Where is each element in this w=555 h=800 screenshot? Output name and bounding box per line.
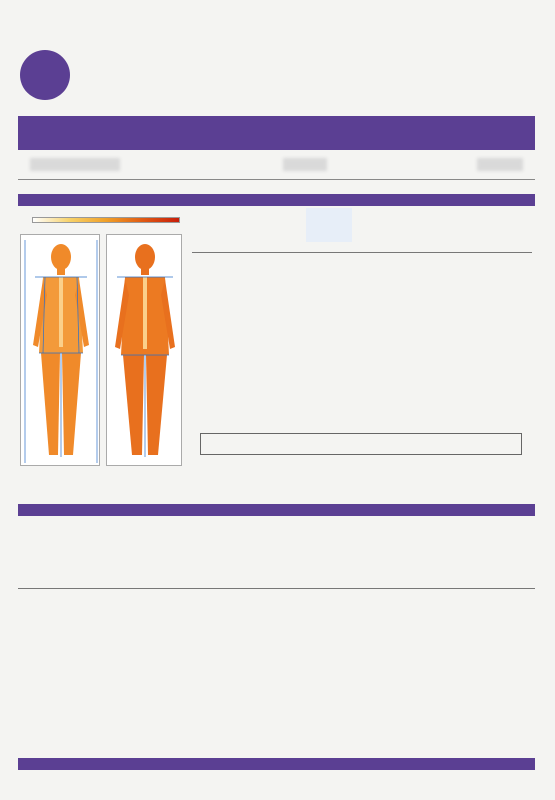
scan-image-2020 xyxy=(20,234,100,466)
col-client xyxy=(18,116,145,150)
history-table-body xyxy=(18,588,535,589)
bmi-bar xyxy=(200,433,522,455)
cell-ethnicity xyxy=(209,150,273,179)
col-weight xyxy=(401,116,465,150)
history-units xyxy=(18,576,535,587)
scan-image-2025 xyxy=(106,234,182,466)
color-coding-bar xyxy=(32,217,180,223)
segment-table-units xyxy=(192,242,532,253)
segment-table-header xyxy=(192,208,532,242)
cell-client xyxy=(18,150,145,179)
redacted-client xyxy=(30,158,120,171)
ge-logo xyxy=(20,50,70,100)
cell-sex xyxy=(145,150,209,179)
history-table-header xyxy=(18,518,535,588)
patient-table-header xyxy=(18,116,535,150)
cell-scanned xyxy=(465,150,535,179)
col-ethnicity xyxy=(209,116,273,150)
patient-table xyxy=(18,116,535,180)
cell-height xyxy=(337,150,401,179)
segment-table xyxy=(192,208,532,253)
chart-lean-mass xyxy=(366,628,536,746)
chart-svg-total xyxy=(16,628,186,726)
col-height xyxy=(337,116,401,150)
bmi-scale xyxy=(200,424,522,476)
cell-weight xyxy=(401,150,465,179)
chart-fat-mass xyxy=(194,628,364,746)
col-birthdate xyxy=(273,116,337,150)
bmi-bottom-ticks xyxy=(200,455,522,464)
redacted-birthdate xyxy=(283,158,327,171)
redacted-scanned xyxy=(477,158,523,171)
body-silhouette-2025 xyxy=(107,235,182,466)
history-table xyxy=(18,518,535,589)
recommendation-header xyxy=(18,758,535,770)
seg-col-total xyxy=(306,208,352,242)
chart-total-mass xyxy=(16,628,186,746)
body-silhouette-2020 xyxy=(21,235,100,466)
chart-svg-fat xyxy=(194,628,364,726)
bmi-top-ticks xyxy=(200,424,522,433)
patient-table-row xyxy=(18,150,535,180)
history-section-header xyxy=(18,504,535,516)
history-column-headers xyxy=(18,540,535,576)
col-scanned xyxy=(465,116,535,150)
chart-svg-lean xyxy=(366,628,536,726)
col-sex xyxy=(145,116,209,150)
cell-birthdate xyxy=(273,150,337,179)
segment-section-header xyxy=(18,194,535,206)
